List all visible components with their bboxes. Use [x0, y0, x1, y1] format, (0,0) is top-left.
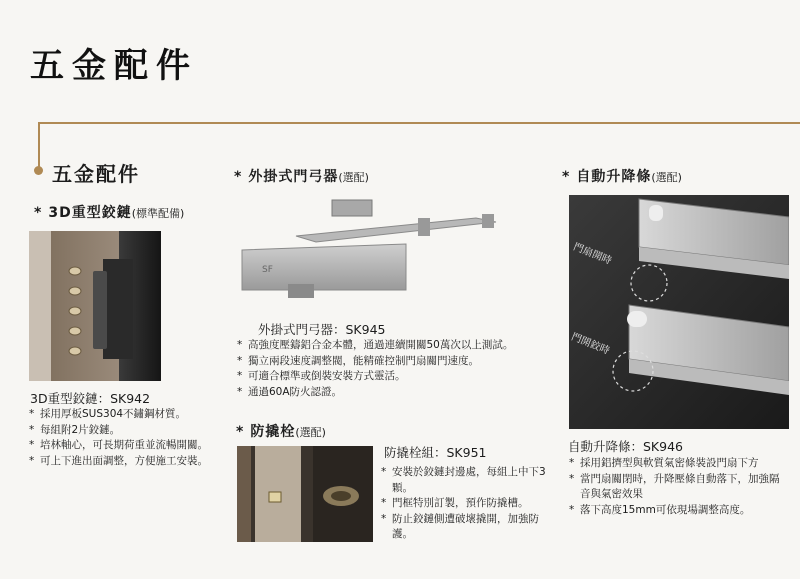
list-item: * 安裝於鉸鏈封邊處，每組上中下3顆。: [380, 465, 550, 496]
seal-label-open: 門扇開時: [571, 241, 613, 267]
seal-heading: * 自動升降條(選配): [562, 169, 682, 185]
section-title: 五金配件: [52, 162, 140, 186]
list-item: * 高強度壓鑄鋁合金本體，通過連續開關50萬次以上測試。: [236, 338, 556, 354]
hinge-option: (標準配備): [131, 207, 185, 220]
svg-text:SF: SF: [262, 265, 273, 275]
hinge-model: 3D重型鉸鏈：SK942: [30, 391, 151, 406]
closer-photo: [236, 192, 508, 308]
page-title: 五金配件: [30, 46, 198, 86]
closer-heading: * 外掛式門弓器(選配): [234, 169, 369, 185]
hinge-heading: * 3D重型鉸鏈(標準配備): [34, 205, 185, 221]
hinge-feature-list: [28, 407, 228, 469]
list-item: * 可適合標準或倒裝安裝方式靈活。: [236, 369, 556, 385]
bolt-feature-list: [380, 465, 550, 543]
seal-heading-text: 自動升降條: [576, 169, 652, 185]
list-item: * 當門扇關閉時，升降壓條自動落下，加強隔音與氣密效果: [568, 472, 786, 503]
divider-line-vertical: [38, 122, 40, 168]
list-item: * 通過60A防火認證。: [236, 385, 556, 401]
list-item: * 採用鋁擠型與軟質氣密條裝設門扇下方: [568, 456, 786, 472]
bolt-model: 防撬栓組：SK951: [384, 445, 487, 460]
seal-option: (選配): [651, 171, 682, 184]
bolt-photo: [237, 446, 373, 542]
list-item: * 落下高度15mm可依現場調整高度。: [568, 503, 786, 519]
list-item: * 採用厚板SUS304不鏽鋼材質。: [28, 407, 228, 423]
list-item: * 防止鉸鏈側遭破壞撬開，加強防護。: [380, 512, 550, 543]
closer-feature-list: [236, 338, 556, 400]
hinge-heading-text: 3D重型鉸鏈: [48, 205, 132, 221]
closer-option: (選配): [338, 171, 369, 184]
bullet-dot: [34, 166, 43, 175]
seal-photo: [569, 195, 789, 429]
list-item: * 培林軸心，可長期荷重並流暢開關。: [28, 438, 228, 454]
list-item: * 門框特別訂製，預作防撬槽。: [380, 496, 550, 512]
hinge-photo: [29, 231, 161, 381]
bolt-heading-text: 防撬栓: [250, 424, 296, 440]
list-item: * 獨立兩段速度調整閥，能精確控制門扇關門速度。: [236, 354, 556, 370]
divider-line: [38, 122, 800, 124]
closer-heading-text: 外掛式門弓器: [248, 169, 339, 185]
closer-model: 外掛式門弓器：SK945: [258, 322, 386, 337]
seal-model: 自動升降條：SK946: [568, 439, 683, 454]
bolt-option: (選配): [295, 426, 326, 439]
list-item: * 每組附2片鉸鏈。: [28, 423, 228, 439]
seal-feature-list: [568, 456, 786, 518]
bolt-heading: * 防撬栓(選配): [236, 424, 326, 440]
seal-label-close: 門開鉸時: [569, 331, 611, 357]
list-item: * 可上下進出面調整，方便施工安裝。: [28, 454, 228, 470]
